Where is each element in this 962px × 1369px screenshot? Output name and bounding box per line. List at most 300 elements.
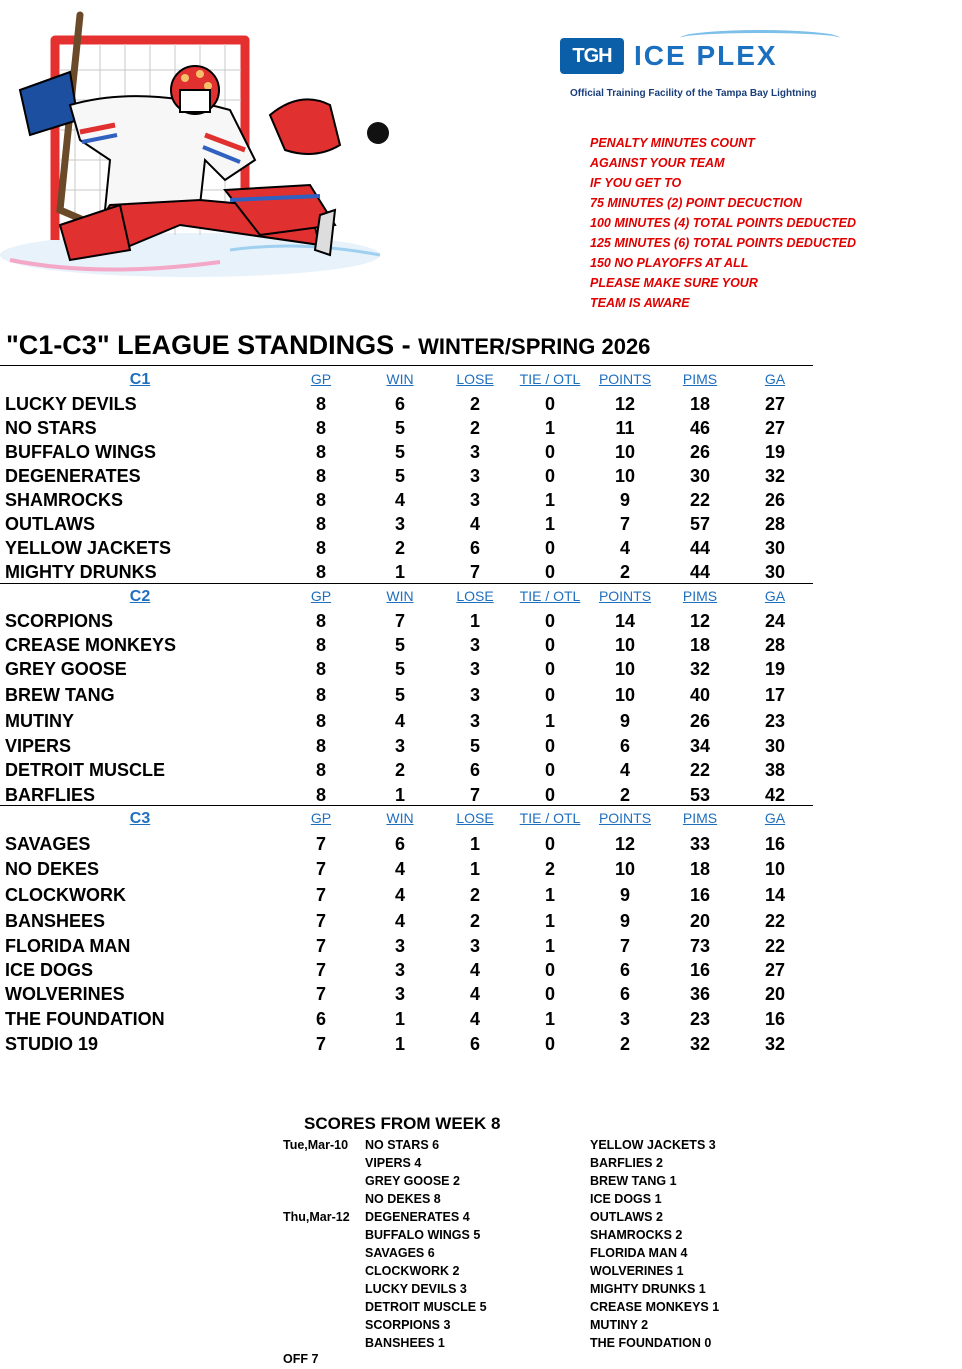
cell-gp: 8	[315, 394, 327, 414]
cell-tie-otl: 0	[544, 1034, 556, 1054]
team-name: FLORIDA MAN	[5, 936, 131, 956]
cell-lose: 3	[469, 490, 481, 510]
cell-points: 7	[619, 936, 631, 956]
cell-pims: 12	[689, 611, 711, 631]
cell-lose: 7	[469, 785, 481, 805]
cell-ga: 32	[764, 1034, 786, 1054]
cell-pims: 16	[689, 960, 711, 980]
cell-pims: 32	[689, 659, 711, 679]
cell-tie-otl: 0	[544, 685, 556, 705]
table-row	[0, 909, 813, 933]
team-name: CREASE MONKEYS	[5, 635, 177, 655]
cell-gp: 7	[315, 936, 327, 956]
cell-win: 4	[394, 490, 406, 510]
cell-tie-otl: 0	[544, 960, 556, 980]
cell-ga: 30	[764, 538, 786, 558]
column-header-pims: PIMS	[682, 371, 718, 387]
standings-c1	[0, 368, 813, 582]
cell-pims: 40	[689, 685, 711, 705]
penalty-line: 125 MINUTES (6) TOTAL POINTS DEDUCTED	[590, 236, 857, 250]
cell-points: 11	[615, 418, 635, 438]
cell-ga: 17	[764, 685, 786, 705]
tgh-iceplex-logo	[560, 28, 850, 108]
cell-tie-otl: 1	[544, 490, 556, 510]
team-name: GREY GOOSE	[5, 659, 127, 679]
game-home-score: NO DEKES 8	[365, 1192, 441, 1206]
column-header-ga: GA	[764, 588, 786, 604]
cell-win: 5	[394, 685, 406, 705]
cell-pims: 20	[689, 911, 711, 931]
team-name: MIGHTY DRUNKS	[5, 562, 157, 582]
cell-win: 4	[394, 885, 406, 905]
tgh-badge: TGH	[560, 38, 624, 74]
cell-win: 5	[394, 635, 406, 655]
game-home-score: GREY GOOSE 2	[365, 1174, 460, 1188]
cell-win: 3	[394, 984, 406, 1004]
cell-lose: 2	[469, 911, 481, 931]
cell-lose: 3	[469, 936, 481, 956]
column-header-win: WIN	[386, 588, 414, 604]
cell-win: 1	[394, 1009, 406, 1029]
column-header-lose: LOSE	[456, 371, 494, 387]
game-home-score: BUFFALO WINGS 5	[365, 1228, 481, 1242]
cell-ga: 30	[764, 736, 786, 756]
column-header-tie-otl: TIE / OTL	[519, 810, 581, 826]
column-header-points: POINTS	[598, 588, 652, 604]
game-away-score: YELLOW JACKETS 3	[590, 1138, 716, 1152]
cell-gp: 7	[315, 834, 327, 854]
column-header-lose: LOSE	[456, 588, 494, 604]
cell-gp: 8	[315, 418, 327, 438]
game-away-score: MUTINY 2	[590, 1318, 649, 1332]
cell-pims: 18	[689, 394, 711, 414]
cell-lose: 2	[469, 418, 481, 438]
cell-gp: 8	[315, 760, 327, 780]
cell-gp: 7	[315, 911, 327, 931]
cell-win: 3	[394, 514, 406, 534]
division-name: C2	[129, 588, 151, 605]
cell-points: 4	[619, 760, 631, 780]
cell-pims: 30	[689, 466, 711, 486]
table-row	[0, 934, 813, 958]
cell-points: 12	[614, 394, 636, 414]
team-name: BARFLIES	[5, 785, 95, 805]
cell-lose: 2	[469, 394, 481, 414]
team-name: DETROIT MUSCLE	[5, 760, 165, 780]
cell-lose: 6	[469, 760, 481, 780]
cell-tie-otl: 1	[544, 885, 556, 905]
cell-gp: 8	[315, 711, 327, 731]
cell-win: 1	[394, 562, 406, 582]
cell-win: 3	[394, 736, 406, 756]
cell-tie-otl: 0	[544, 442, 556, 462]
cell-lose: 3	[469, 685, 481, 705]
cell-ga: 32	[764, 466, 786, 486]
cell-tie-otl: 2	[544, 859, 556, 879]
team-name: MUTINY	[5, 711, 74, 731]
cell-lose: 4	[469, 984, 481, 1004]
cell-pims: 22	[689, 490, 711, 510]
column-header-pims: PIMS	[682, 810, 718, 826]
team-name: LUCKY DEVILS	[5, 394, 137, 414]
iceplex-wordmark: ICE PLEX	[634, 40, 778, 71]
cell-gp: 8	[315, 659, 327, 679]
division-header	[0, 807, 813, 831]
cell-points: 10	[614, 442, 636, 462]
table-row	[0, 609, 813, 633]
page-title	[6, 330, 650, 361]
team-name: BANSHEES	[5, 911, 106, 931]
table-row	[0, 440, 813, 464]
cell-points: 10	[614, 659, 636, 679]
cell-pims: 23	[689, 1009, 711, 1029]
cell-tie-otl: 1	[544, 911, 556, 931]
cell-lose: 3	[469, 466, 481, 486]
team-name: SCORPIONS	[5, 611, 114, 631]
penalty-line: PLEASE MAKE SURE YOUR	[590, 276, 758, 290]
cell-ga: 42	[764, 785, 786, 805]
column-header-gp: GP	[310, 588, 332, 604]
game-away-score: MIGHTY DRUNKS 1	[590, 1282, 706, 1296]
cell-pims: 46	[689, 418, 711, 438]
cell-ga: 30	[764, 562, 786, 582]
cell-pims: 16	[689, 885, 711, 905]
cell-pims: 34	[689, 736, 711, 756]
cell-tie-otl: 0	[544, 659, 556, 679]
cell-lose: 3	[469, 635, 481, 655]
cell-pims: 26	[689, 442, 711, 462]
table-row	[0, 488, 813, 512]
game-date: Tue,Mar-10	[283, 1138, 349, 1152]
cell-tie-otl: 1	[544, 418, 556, 438]
team-name: YELLOW JACKETS	[5, 538, 172, 558]
logo-tagline: Official Training Facility of the Tampa Bay Lightning	[570, 88, 817, 99]
cell-gp: 8	[315, 562, 327, 582]
division-header	[0, 368, 813, 392]
cell-points: 14	[614, 611, 636, 631]
cell-points: 2	[619, 1034, 631, 1054]
cell-tie-otl: 1	[544, 1009, 556, 1029]
table-row	[0, 392, 813, 416]
game-home-score: VIPERS 4	[365, 1156, 422, 1170]
title-main: "C1-C3" LEAGUE STANDINGS -	[6, 330, 419, 360]
cell-ga: 16	[764, 834, 786, 854]
cell-tie-otl: 1	[544, 514, 556, 534]
cell-tie-otl: 1	[544, 936, 556, 956]
cell-pims: 18	[689, 859, 711, 879]
cell-ga: 19	[764, 442, 786, 462]
cell-lose: 3	[469, 659, 481, 679]
cell-win: 2	[394, 760, 406, 780]
table-row	[0, 560, 813, 584]
penalty-line: 100 MINUTES (4) TOTAL POINTS DEDUCTED	[590, 216, 857, 230]
cell-points: 9	[619, 711, 631, 731]
cell-pims: 57	[689, 514, 711, 534]
division-divider	[0, 805, 813, 806]
table-row	[0, 783, 813, 807]
goalie-illustration	[0, 10, 400, 280]
cell-pims: 18	[689, 635, 711, 655]
team-name: BREW TANG	[5, 685, 115, 705]
game-home-score: CLOCKWORK 2	[365, 1264, 460, 1278]
cell-ga: 22	[764, 911, 786, 931]
game-home-score: SCORPIONS 3	[365, 1318, 451, 1332]
table-row	[0, 657, 813, 681]
team-name: DEGENERATES	[5, 466, 141, 486]
column-header-tie-otl: TIE / OTL	[519, 371, 581, 387]
penalty-line: IF YOU GET TO	[590, 176, 682, 190]
cell-lose: 4	[469, 960, 481, 980]
table-row	[0, 416, 813, 440]
title-season: WINTER/SPRING 2026	[418, 334, 651, 359]
cell-points: 10	[614, 635, 636, 655]
cell-points: 6	[619, 736, 631, 756]
cell-gp: 8	[315, 635, 327, 655]
penalty-line: 75 MINUTES (2) POINT DECUCTION	[590, 196, 802, 210]
cell-win: 4	[394, 859, 406, 879]
division-name: C1	[129, 371, 151, 388]
cell-pims: 53	[689, 785, 711, 805]
cell-lose: 5	[469, 736, 481, 756]
cell-ga: 28	[764, 635, 786, 655]
cell-points: 4	[619, 538, 631, 558]
cell-points: 3	[619, 1009, 631, 1029]
cell-win: 3	[394, 960, 406, 980]
cell-lose: 6	[469, 538, 481, 558]
cell-points: 10	[614, 466, 636, 486]
table-row	[0, 958, 813, 982]
game-home-score: NO STARS 6	[365, 1138, 440, 1152]
cell-win: 7	[394, 611, 406, 631]
cell-lose: 1	[469, 834, 481, 854]
column-header-points: POINTS	[598, 371, 652, 387]
team-name: WOLVERINES	[5, 984, 125, 1004]
cell-lose: 6	[469, 1034, 481, 1054]
cell-win: 5	[394, 466, 406, 486]
game-date: Thu,Mar-12	[283, 1210, 350, 1224]
cell-lose: 4	[469, 1009, 481, 1029]
off-note: OFF 7	[283, 1352, 319, 1366]
division-divider	[0, 583, 813, 584]
cell-gp: 8	[315, 736, 327, 756]
cell-gp: 8	[315, 514, 327, 534]
game-away-score: BARFLIES 2	[590, 1156, 663, 1170]
cell-points: 9	[619, 911, 631, 931]
team-name: BUFFALO WINGS	[5, 442, 156, 462]
cell-pims: 26	[689, 711, 711, 731]
cell-win: 3	[394, 936, 406, 956]
game-away-score: OUTLAWS 2	[590, 1210, 663, 1224]
cell-gp: 7	[315, 1034, 327, 1054]
game-away-score: FLORIDA MAN 4	[590, 1246, 688, 1260]
cell-ga: 27	[764, 418, 786, 438]
team-name: NO DEKES	[5, 859, 100, 879]
cell-gp: 8	[315, 466, 327, 486]
division-header	[0, 585, 813, 609]
cell-tie-otl: 0	[544, 834, 556, 854]
cell-gp: 8	[315, 490, 327, 510]
cell-gp: 7	[315, 859, 327, 879]
cell-points: 9	[619, 490, 631, 510]
cell-lose: 2	[469, 885, 481, 905]
column-header-gp: GP	[310, 371, 332, 387]
cell-points: 12	[614, 834, 636, 854]
team-name: STUDIO 19	[5, 1034, 99, 1054]
table-row	[0, 709, 813, 733]
cell-points: 10	[614, 859, 636, 879]
cell-pims: 73	[689, 936, 711, 956]
cell-tie-otl: 0	[544, 760, 556, 780]
cell-gp: 8	[315, 685, 327, 705]
cell-lose: 4	[469, 514, 481, 534]
cell-ga: 14	[764, 885, 786, 905]
cell-points: 9	[619, 885, 631, 905]
game-home-score: DETROIT MUSCLE 5	[365, 1300, 487, 1314]
cell-gp: 7	[315, 960, 327, 980]
cell-ga: 22	[764, 936, 786, 956]
cell-tie-otl: 0	[544, 736, 556, 756]
cell-ga: 20	[764, 984, 786, 1004]
column-header-gp: GP	[310, 810, 332, 826]
cell-ga: 23	[764, 711, 786, 731]
cell-points: 2	[619, 785, 631, 805]
team-name: CLOCKWORK	[5, 885, 126, 905]
cell-points: 6	[619, 960, 631, 980]
game-away-score: BREW TANG 1	[590, 1174, 677, 1188]
title-divider	[0, 365, 813, 366]
cell-ga: 16	[764, 1009, 786, 1029]
cell-win: 1	[394, 785, 406, 805]
division-name: C3	[129, 810, 151, 827]
game-home-score: BANSHEES 1	[365, 1336, 445, 1350]
table-row	[0, 1007, 813, 1031]
cell-win: 5	[394, 659, 406, 679]
table-row	[0, 982, 813, 1006]
cell-win: 6	[394, 394, 406, 414]
table-row	[0, 1032, 813, 1056]
cell-gp: 8	[315, 785, 327, 805]
cell-win: 4	[394, 711, 406, 731]
cell-ga: 19	[764, 659, 786, 679]
cell-pims: 32	[689, 1034, 711, 1054]
cell-tie-otl: 0	[544, 466, 556, 486]
cell-win: 5	[394, 418, 406, 438]
cell-gp: 7	[315, 984, 327, 1004]
cell-lose: 7	[469, 562, 481, 582]
table-row	[0, 536, 813, 560]
cell-points: 10	[614, 685, 636, 705]
team-name: OUTLAWS	[5, 514, 95, 534]
cell-tie-otl: 0	[544, 538, 556, 558]
cell-points: 6	[619, 984, 631, 1004]
scores-title: SCORES FROM WEEK 8	[304, 1114, 501, 1133]
cell-tie-otl: 0	[544, 394, 556, 414]
cell-gp: 8	[315, 538, 327, 558]
penalty-line: AGAINST YOUR TEAM	[590, 156, 725, 170]
table-row	[0, 633, 813, 657]
cell-pims: 44	[689, 538, 711, 558]
cell-lose: 1	[469, 611, 481, 631]
game-home-score: SAVAGES 6	[365, 1246, 435, 1260]
game-away-score: WOLVERINES 1	[590, 1264, 684, 1278]
column-header-win: WIN	[386, 371, 414, 387]
cell-ga: 27	[764, 394, 786, 414]
table-row	[0, 512, 813, 536]
cell-pims: 44	[689, 562, 711, 582]
game-away-score: CREASE MONKEYS 1	[590, 1300, 720, 1314]
cell-tie-otl: 0	[544, 984, 556, 1004]
cell-win: 5	[394, 442, 406, 462]
cell-points: 7	[619, 514, 631, 534]
table-row	[0, 857, 813, 881]
column-header-lose: LOSE	[456, 810, 494, 826]
cell-pims: 33	[689, 834, 711, 854]
cell-tie-otl: 0	[544, 562, 556, 582]
penalty-line: PENALTY MINUTES COUNT	[590, 136, 755, 150]
column-header-tie-otl: TIE / OTL	[519, 588, 581, 604]
cell-gp: 7	[315, 885, 327, 905]
cell-gp: 6	[315, 1009, 327, 1029]
cell-ga: 38	[764, 760, 786, 780]
cell-gp: 8	[315, 611, 327, 631]
team-name: NO STARS	[5, 418, 97, 438]
column-header-win: WIN	[386, 810, 414, 826]
game-home-score: DEGENERATES 4	[365, 1210, 470, 1224]
team-name: ICE DOGS	[5, 960, 94, 980]
cell-win: 1	[394, 1034, 406, 1054]
standings-c3	[0, 807, 813, 1054]
cell-tie-otl: 0	[544, 785, 556, 805]
cell-win: 6	[394, 834, 406, 854]
penalty-notice	[590, 133, 856, 313]
team-name: SHAMROCKS	[5, 490, 124, 510]
cell-tie-otl: 1	[544, 711, 556, 731]
cell-pims: 22	[689, 760, 711, 780]
cell-ga: 27	[764, 960, 786, 980]
table-row	[0, 758, 813, 782]
table-row	[0, 464, 813, 488]
game-home-score: LUCKY DEVILS 3	[365, 1282, 467, 1296]
cell-gp: 8	[315, 442, 327, 462]
column-header-points: POINTS	[598, 810, 652, 826]
cell-ga: 10	[764, 859, 786, 879]
cell-lose: 3	[469, 711, 481, 731]
standings-c2	[0, 585, 813, 805]
penalty-line: 150 NO PLAYOFFS AT ALL	[590, 256, 749, 270]
cell-lose: 3	[469, 442, 481, 462]
game-away-score: THE FOUNDATION 0	[590, 1336, 712, 1350]
column-header-ga: GA	[764, 810, 786, 826]
table-row	[0, 683, 813, 707]
cell-tie-otl: 0	[544, 611, 556, 631]
cell-win: 4	[394, 911, 406, 931]
team-name: VIPERS	[5, 736, 72, 756]
cell-win: 2	[394, 538, 406, 558]
cell-pims: 36	[689, 984, 711, 1004]
cell-lose: 1	[469, 859, 481, 879]
cell-points: 2	[619, 562, 631, 582]
game-away-score: SHAMROCKS 2	[590, 1228, 683, 1242]
cell-ga: 24	[764, 611, 786, 631]
game-away-score: ICE DOGS 1	[590, 1192, 662, 1206]
column-header-ga: GA	[764, 371, 786, 387]
column-header-pims: PIMS	[682, 588, 718, 604]
team-name: THE FOUNDATION	[5, 1009, 165, 1029]
cell-tie-otl: 0	[544, 635, 556, 655]
cell-ga: 28	[764, 514, 786, 534]
team-name: SAVAGES	[5, 834, 91, 854]
cell-ga: 26	[764, 490, 786, 510]
